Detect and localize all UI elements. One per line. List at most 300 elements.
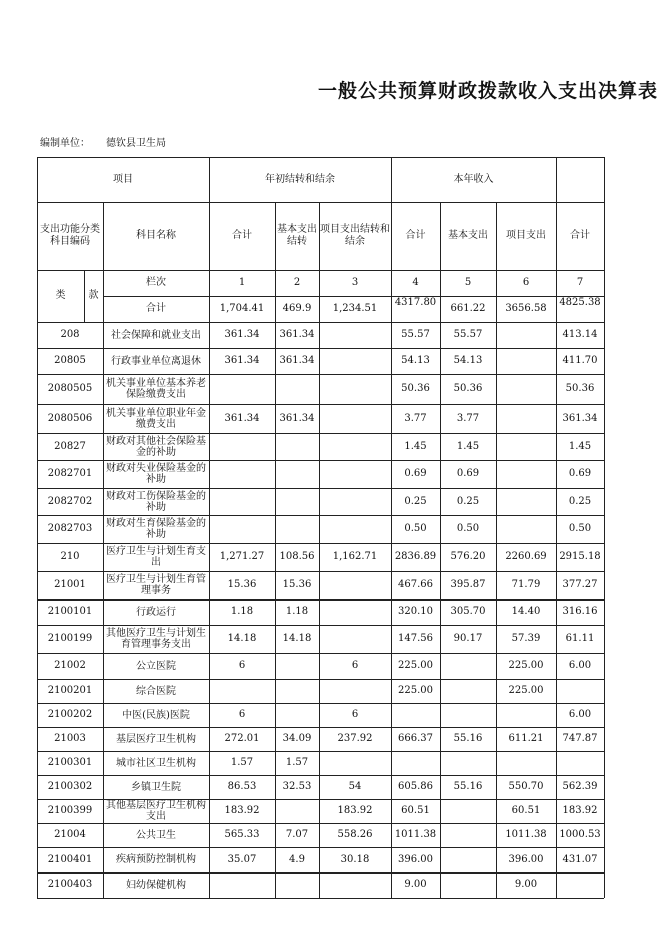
row-value-2 xyxy=(275,823,319,847)
row-value-4 xyxy=(391,847,440,872)
row-code xyxy=(37,404,103,433)
row-value-4-text: 0.69 xyxy=(404,468,427,479)
row-value-3 xyxy=(319,488,391,515)
row-value-5-text: 55.16 xyxy=(453,781,483,792)
unit-label: 编制单位： xyxy=(40,138,90,149)
row-code-text: 2100301 xyxy=(47,757,93,768)
row-value-7 xyxy=(556,599,604,625)
row-code-text: 20805 xyxy=(54,355,86,366)
row-subject-name-text: 疾病预防控制机构 xyxy=(116,854,196,865)
row-value-3 xyxy=(319,543,391,571)
row-value-5-text: 55.57 xyxy=(453,329,483,340)
column-number-4-text: 4 xyxy=(412,277,419,288)
header-project xyxy=(37,157,209,202)
row-value-1 xyxy=(209,799,275,823)
grid-line xyxy=(37,433,604,434)
row-code xyxy=(37,653,103,679)
header-income-project xyxy=(496,202,556,270)
row-code xyxy=(37,322,103,348)
row-subject-name xyxy=(105,727,207,751)
row-value-3-text: 30.18 xyxy=(340,853,370,865)
row-subject-name-text: 医疗卫生与计划生育管理事务 xyxy=(106,574,206,596)
row-value-1 xyxy=(209,543,275,571)
row-value-3-text: 6 xyxy=(351,709,359,720)
grid-line xyxy=(37,898,604,899)
row-value-7 xyxy=(556,727,604,751)
header-lei-text: 类 xyxy=(55,290,66,301)
row-value-4-text: 320.10 xyxy=(398,606,433,617)
row-code xyxy=(37,625,103,653)
row-code xyxy=(37,599,103,625)
row-code-text: 2082701 xyxy=(47,468,93,479)
sum-value-6-text: 3656.58 xyxy=(505,303,547,314)
row-value-4-text: 0.25 xyxy=(404,495,427,507)
row-value-7 xyxy=(556,404,604,433)
row-value-3 xyxy=(319,599,391,625)
row-value-7-text: 0.25 xyxy=(568,495,592,507)
row-subject-name xyxy=(105,374,207,404)
row-value-6 xyxy=(496,599,556,625)
sum-value-7-text: 4825.38 xyxy=(559,297,601,308)
row-value-2 xyxy=(275,751,319,775)
row-value-7 xyxy=(556,751,604,775)
header-carry-total-text: 合计 xyxy=(232,230,252,241)
header-carryover xyxy=(209,157,391,202)
row-value-2 xyxy=(275,404,319,433)
header-subject-name xyxy=(103,202,209,270)
row-code-text: 2082702 xyxy=(47,495,93,507)
row-value-3 xyxy=(319,679,391,703)
row-value-6 xyxy=(496,543,556,571)
row-value-6 xyxy=(496,775,556,799)
row-value-4 xyxy=(391,727,440,751)
grid-line xyxy=(275,202,276,898)
row-value-4 xyxy=(391,679,440,703)
row-value-6-text: 550.70 xyxy=(508,781,544,792)
sum-value-1 xyxy=(209,296,275,322)
row-value-2-text: 14.18 xyxy=(282,633,312,644)
row-value-3 xyxy=(319,703,391,727)
row-value-1 xyxy=(209,374,275,404)
row-value-7 xyxy=(556,374,604,404)
row-value-2 xyxy=(275,799,319,823)
row-subject-name xyxy=(105,599,207,625)
header-income-basic-text: 基本支出 xyxy=(448,230,488,241)
row-value-3-text: 237.92 xyxy=(337,733,373,744)
row-value-2 xyxy=(275,433,319,460)
sum-value-5-text: 661.22 xyxy=(450,303,486,314)
row-subject-name-text: 公共卫生 xyxy=(136,829,176,841)
grid-line xyxy=(496,202,497,898)
row-value-6 xyxy=(496,374,556,404)
row-value-6 xyxy=(496,488,556,515)
row-value-5 xyxy=(440,847,496,872)
row-value-6 xyxy=(496,679,556,703)
row-value-5-text: 0.69 xyxy=(456,468,480,479)
row-subject-name xyxy=(105,515,207,543)
row-subject-name-text: 综合医院 xyxy=(136,685,176,697)
row-code-text: 2100201 xyxy=(47,685,93,696)
row-value-6 xyxy=(496,404,556,433)
sum-value-7 xyxy=(556,296,604,322)
row-subject-name-text: 基层医疗卫生机构 xyxy=(116,733,196,745)
row-value-7 xyxy=(556,823,604,847)
row-value-5-text: 576.20 xyxy=(450,551,486,562)
row-value-2-text: 1.57 xyxy=(285,757,309,768)
row-value-6 xyxy=(496,348,556,374)
row-value-4 xyxy=(391,404,440,433)
row-subject-name xyxy=(105,799,207,823)
row-value-6 xyxy=(496,322,556,348)
row-value-6-text: 71.79 xyxy=(511,579,541,590)
row-value-7 xyxy=(556,679,604,703)
row-value-4 xyxy=(391,571,440,599)
sum-label-text: 合计 xyxy=(146,303,166,314)
row-value-5 xyxy=(440,775,496,799)
row-subject-name xyxy=(105,460,207,488)
row-value-7-text: 183.92 xyxy=(562,805,598,816)
row-value-2 xyxy=(275,653,319,679)
row-value-2-text: 361.34 xyxy=(279,355,315,366)
row-code-text: 2080505 xyxy=(47,383,93,394)
row-value-6-text: 1011.38 xyxy=(505,829,547,840)
row-code xyxy=(37,847,103,872)
row-value-7-text: 2915.18 xyxy=(559,551,601,562)
unit-value: 德钦县卫生局 xyxy=(106,138,166,149)
row-value-3 xyxy=(319,625,391,653)
sum-value-2 xyxy=(275,296,319,322)
row-subject-name-text: 行政事业单位离退休 xyxy=(111,355,201,367)
sum-value-1-text: 1,704.41 xyxy=(219,303,265,314)
row-value-7 xyxy=(556,625,604,653)
row-subject-name-text: 财政对失业保险基金的补助 xyxy=(106,463,206,485)
row-subject-name-text: 公立医院 xyxy=(136,660,176,672)
report-title: 一般公共预算财政拨款收入支出决算表 xyxy=(318,80,659,102)
row-value-5 xyxy=(440,460,496,488)
row-value-5 xyxy=(440,488,496,515)
row-value-4-text: 54.13 xyxy=(401,355,430,366)
row-value-5 xyxy=(440,727,496,751)
row-value-7 xyxy=(556,348,604,374)
row-value-6 xyxy=(496,703,556,727)
header-func-code-text: 支出功能分类科目编码 xyxy=(40,224,100,247)
row-value-4-text: 1011.38 xyxy=(394,829,437,840)
row-value-6-text: 396.00 xyxy=(508,853,544,865)
row-value-2 xyxy=(275,703,319,727)
row-value-1-text: 272.01 xyxy=(224,733,260,744)
grid-line xyxy=(37,202,209,203)
row-subject-name-text: 妇幼保健机构 xyxy=(126,879,186,891)
header-basic-carry xyxy=(275,202,319,270)
row-value-5 xyxy=(440,374,496,404)
row-code xyxy=(37,348,103,374)
row-value-5 xyxy=(440,599,496,625)
row-value-4-text: 55.57 xyxy=(401,329,430,340)
row-value-7 xyxy=(556,872,604,898)
row-subject-name xyxy=(105,751,207,775)
row-value-1-text: 565.33 xyxy=(224,829,260,840)
row-value-2 xyxy=(275,775,319,799)
row-value-7 xyxy=(556,799,604,823)
grid-line xyxy=(37,404,604,405)
row-value-1-text: 183.92 xyxy=(224,805,260,816)
row-value-3 xyxy=(319,322,391,348)
row-value-1 xyxy=(209,653,275,679)
row-code-text: 210 xyxy=(60,551,80,562)
row-value-6-text: 611.21 xyxy=(508,733,544,744)
row-value-1-text: 14.18 xyxy=(227,633,257,644)
row-value-1-text: 1.18 xyxy=(230,606,254,617)
sum-value-3 xyxy=(319,296,391,322)
grid-line xyxy=(37,460,604,461)
row-value-2 xyxy=(275,872,319,898)
row-value-7 xyxy=(556,433,604,460)
row-code-text: 2100199 xyxy=(47,633,93,644)
grid-line xyxy=(37,599,604,601)
row-value-1-text: 15.36 xyxy=(227,579,257,590)
row-value-1-text: 6 xyxy=(238,709,246,720)
row-value-5 xyxy=(440,322,496,348)
row-value-5-text: 0.50 xyxy=(456,523,480,534)
row-code xyxy=(37,703,103,727)
row-value-7-text: 61.11 xyxy=(565,633,595,644)
row-value-4 xyxy=(391,374,440,404)
column-number-6-text: 6 xyxy=(522,277,530,288)
row-value-7-text: 413.14 xyxy=(562,329,598,340)
row-subject-name xyxy=(105,823,207,847)
row-value-6 xyxy=(496,515,556,543)
row-value-7-text: 0.69 xyxy=(568,468,592,479)
row-value-1 xyxy=(209,872,275,898)
row-value-1 xyxy=(209,515,275,543)
row-value-5 xyxy=(440,433,496,460)
row-value-7-text: 562.39 xyxy=(562,781,598,792)
row-value-5 xyxy=(440,872,496,898)
header-basic-carry-text: 基本支出结转 xyxy=(277,224,317,247)
row-code xyxy=(37,515,103,543)
grid-line xyxy=(391,157,392,202)
row-value-5-text: 55.16 xyxy=(453,733,483,744)
grid-line xyxy=(37,872,604,874)
row-value-3 xyxy=(319,433,391,460)
row-subject-name xyxy=(105,571,207,599)
row-value-2-text: 7.07 xyxy=(285,829,309,840)
sum-value-2-text: 469.9 xyxy=(282,303,312,314)
header-project-text: 项目 xyxy=(113,173,133,185)
sum-label xyxy=(103,296,209,322)
row-value-2-text: 361.34 xyxy=(279,412,315,424)
grid-line xyxy=(37,679,604,680)
row-value-5-text: 54.13 xyxy=(453,355,483,366)
row-value-2 xyxy=(275,322,319,348)
row-value-1 xyxy=(209,488,275,515)
row-subject-name-text: 其他医疗卫生与计划生育管理事务支出 xyxy=(106,628,206,650)
row-value-4-text: 666.37 xyxy=(398,733,433,744)
row-value-3-text: 183.92 xyxy=(337,805,373,816)
header-income-basic xyxy=(440,202,496,270)
row-value-2-text: 32.53 xyxy=(282,781,312,792)
row-value-4 xyxy=(391,599,440,625)
column-number-7 xyxy=(556,270,604,296)
row-code-text: 21003 xyxy=(54,733,86,744)
row-value-4-text: 0.50 xyxy=(404,523,427,534)
row-value-6 xyxy=(496,727,556,751)
row-subject-name xyxy=(105,872,207,898)
row-code-text: 2100302 xyxy=(47,781,93,792)
grid-line xyxy=(37,751,604,752)
row-value-6 xyxy=(496,625,556,653)
grid-line xyxy=(37,703,604,704)
row-value-7 xyxy=(556,322,604,348)
grid-line xyxy=(37,847,604,848)
row-value-3 xyxy=(319,374,391,404)
grid-line xyxy=(37,488,604,489)
row-subject-name-text: 机关事业单位职业年金缴费支出 xyxy=(106,407,206,430)
header-next-total xyxy=(556,202,604,270)
row-value-5 xyxy=(440,348,496,374)
header-carry-total xyxy=(209,202,275,270)
row-value-1-text: 361.34 xyxy=(224,355,260,366)
row-subject-name-text: 财政对其他社会保险基金的补助 xyxy=(106,435,206,458)
row-value-3 xyxy=(319,653,391,679)
row-subject-name-text: 社会保障和就业支出 xyxy=(111,329,201,341)
grid-line xyxy=(37,322,604,323)
row-code xyxy=(37,460,103,488)
row-value-3 xyxy=(319,847,391,872)
row-value-7-text: 377.27 xyxy=(562,579,598,590)
row-value-5-text: 0.25 xyxy=(456,495,480,507)
row-value-6 xyxy=(496,823,556,847)
header-project-carry-text: 项目支出结转和结余 xyxy=(320,224,390,247)
row-value-4-text: 2836.89 xyxy=(394,551,437,562)
row-subject-name-text: 其他基层医疗卫生机构支出 xyxy=(106,800,206,822)
row-subject-name-text: 机关事业单位基本养老保险缴费支出 xyxy=(106,378,206,400)
row-value-6 xyxy=(496,433,556,460)
header-lanci xyxy=(103,270,209,296)
row-value-2-text: 108.56 xyxy=(279,551,315,562)
row-value-7-text: 361.34 xyxy=(562,412,598,424)
table-left-border xyxy=(37,157,38,898)
row-value-4-text: 147.56 xyxy=(398,633,433,644)
row-value-4 xyxy=(391,751,440,775)
row-value-3 xyxy=(319,751,391,775)
grid-line xyxy=(37,571,604,572)
row-value-5 xyxy=(440,703,496,727)
row-subject-name xyxy=(105,543,207,571)
row-value-7-text: 1.45 xyxy=(568,440,592,452)
row-value-4-text: 605.86 xyxy=(398,781,433,792)
row-value-2 xyxy=(275,847,319,872)
row-code xyxy=(37,727,103,751)
table-top-border xyxy=(37,157,604,158)
row-value-4 xyxy=(391,322,440,348)
row-value-7 xyxy=(556,653,604,679)
row-value-3 xyxy=(319,571,391,599)
header-income-project-text: 项目支出 xyxy=(506,230,546,241)
row-value-2 xyxy=(275,515,319,543)
row-subject-name xyxy=(105,348,207,374)
row-value-4 xyxy=(391,823,440,847)
grid-line xyxy=(37,515,604,516)
grid-line xyxy=(84,270,85,322)
row-value-5-text: 90.17 xyxy=(453,633,483,644)
row-value-7 xyxy=(556,515,604,543)
row-subject-name xyxy=(105,653,207,679)
column-number-5 xyxy=(440,270,496,296)
row-subject-name-text: 财政对生育保险基金的补助 xyxy=(106,518,206,540)
row-code xyxy=(37,823,103,847)
grid-line xyxy=(103,202,104,898)
row-value-1-text: 361.34 xyxy=(224,412,260,424)
grid-line xyxy=(37,374,604,375)
grid-line xyxy=(103,296,604,297)
row-value-6-text: 225.00 xyxy=(508,685,544,696)
row-code-text: 21002 xyxy=(54,660,86,671)
row-value-1 xyxy=(209,679,275,703)
row-value-2 xyxy=(275,571,319,599)
row-value-1 xyxy=(209,599,275,625)
column-number-3 xyxy=(319,270,391,296)
sum-value-4-text: 4317.80 xyxy=(394,297,437,308)
column-number-6 xyxy=(496,270,556,296)
row-value-2-text: 15.36 xyxy=(282,579,312,590)
row-code xyxy=(37,799,103,823)
row-value-2 xyxy=(275,460,319,488)
row-value-7 xyxy=(556,847,604,872)
row-value-1-text: 35.07 xyxy=(227,853,257,865)
row-value-1-text: 1.57 xyxy=(230,757,254,768)
grid-line xyxy=(391,202,392,898)
row-value-6-text: 14.40 xyxy=(511,606,541,617)
row-value-3 xyxy=(319,799,391,823)
row-value-3 xyxy=(319,404,391,433)
header-subject-name-text: 科目名称 xyxy=(136,230,176,241)
row-value-2 xyxy=(275,348,319,374)
row-value-1 xyxy=(209,751,275,775)
row-value-4 xyxy=(391,348,440,374)
row-subject-name-text: 中医(民族)医院 xyxy=(122,709,190,721)
row-value-4-text: 50.36 xyxy=(401,383,430,394)
row-value-1 xyxy=(209,322,275,348)
row-value-7-text: 50.36 xyxy=(565,383,595,394)
row-value-1 xyxy=(209,823,275,847)
row-code-text: 208 xyxy=(60,329,80,340)
row-code-text: 2082703 xyxy=(47,523,93,534)
header-income-text: 本年收入 xyxy=(453,173,494,185)
row-value-5-text: 395.87 xyxy=(450,579,486,590)
row-code xyxy=(37,488,103,515)
row-value-3-text: 1,162.71 xyxy=(332,551,378,562)
grid-line xyxy=(37,348,604,349)
row-value-2-text: 34.09 xyxy=(282,733,312,744)
row-value-2 xyxy=(275,679,319,703)
row-value-1 xyxy=(209,571,275,599)
row-value-5 xyxy=(440,404,496,433)
row-value-5 xyxy=(440,515,496,543)
row-subject-name-text: 城市社区卫生机构 xyxy=(116,757,196,769)
row-value-4 xyxy=(391,872,440,898)
row-value-1 xyxy=(209,460,275,488)
row-value-1-text: 6 xyxy=(238,660,246,671)
row-value-3-text: 558.26 xyxy=(337,829,373,840)
header-lei xyxy=(37,270,84,322)
row-value-3 xyxy=(319,727,391,751)
row-value-4-text: 60.51 xyxy=(401,805,430,816)
row-value-6 xyxy=(496,751,556,775)
row-value-7-text: 6.00 xyxy=(568,660,592,671)
row-value-7 xyxy=(556,488,604,515)
row-code xyxy=(37,751,103,775)
